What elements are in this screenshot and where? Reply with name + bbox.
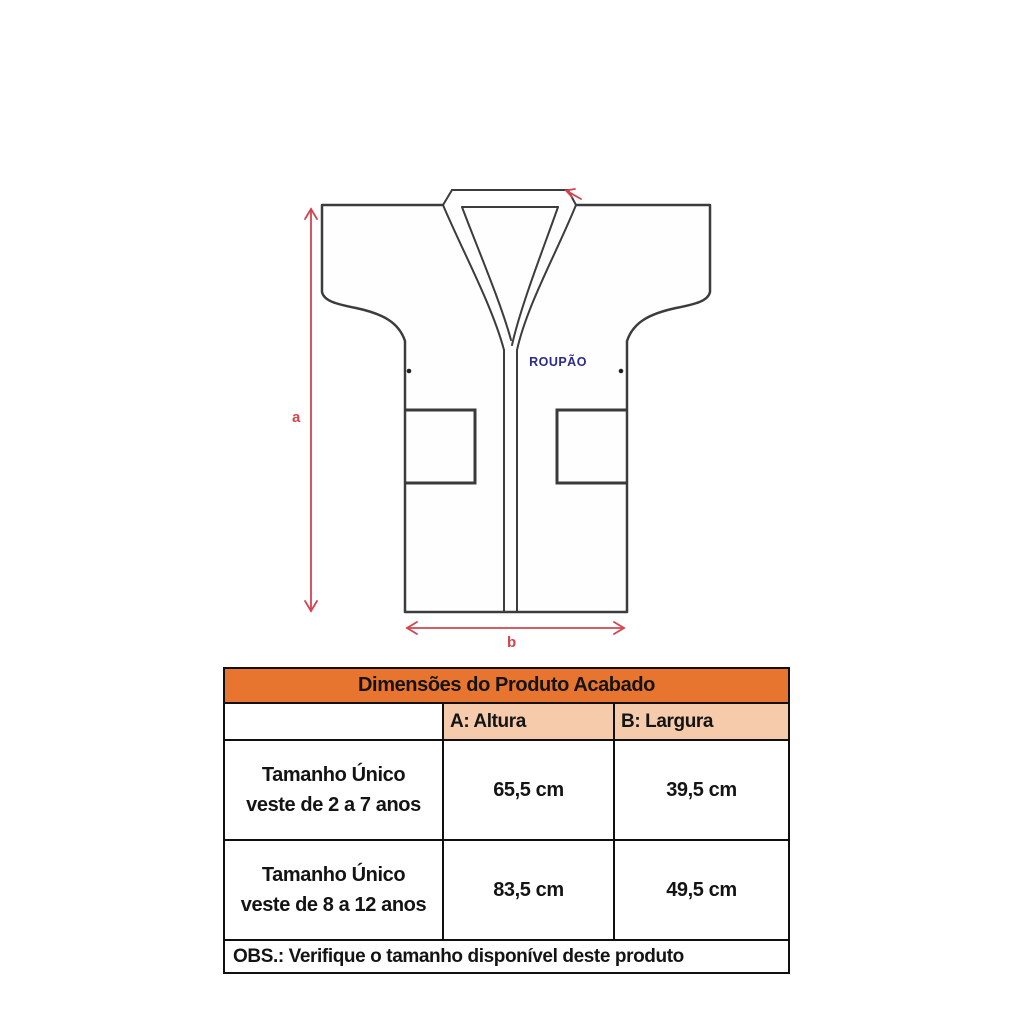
dimension-b-label: b	[507, 634, 517, 651]
brand-label: ROUPÃO	[529, 355, 587, 369]
altura-value: 83,5 cm	[443, 840, 614, 940]
dimension-a-arrow	[305, 209, 317, 611]
size-label-cell	[224, 840, 443, 940]
dimension-a-label: a	[292, 409, 301, 426]
largura-value: 39,5 cm	[614, 740, 789, 840]
size-label-cell	[224, 740, 443, 840]
dimensions-table	[223, 667, 790, 974]
col-header-altura: A: Altura	[443, 703, 614, 740]
dimension-b-arrow	[407, 622, 624, 634]
table-row-size-8-12	[224, 840, 789, 940]
seam-dot-left	[407, 369, 412, 374]
table-row-size-2-7	[224, 740, 789, 840]
largura-value: 49,5 cm	[614, 840, 789, 940]
seam-dot-right	[619, 369, 624, 374]
col-header-largura: B: Largura	[614, 703, 789, 740]
collar-pointer-arrow	[566, 189, 581, 199]
table-title: Dimensões do Produto Acabado	[224, 668, 789, 703]
altura-value: 65,5 cm	[443, 740, 614, 840]
size-label-line1: Tamanho Único	[261, 764, 406, 786]
table-note: OBS.: Verifique o tamanho disponível deste produto	[224, 940, 789, 973]
size-label-line1: Tamanho Único	[261, 864, 406, 886]
size-label-line2: veste de 8 a 12 anos	[240, 894, 427, 916]
table-corner-cell	[224, 703, 443, 740]
size-label-line2: veste de 2 a 7 anos	[246, 794, 421, 816]
